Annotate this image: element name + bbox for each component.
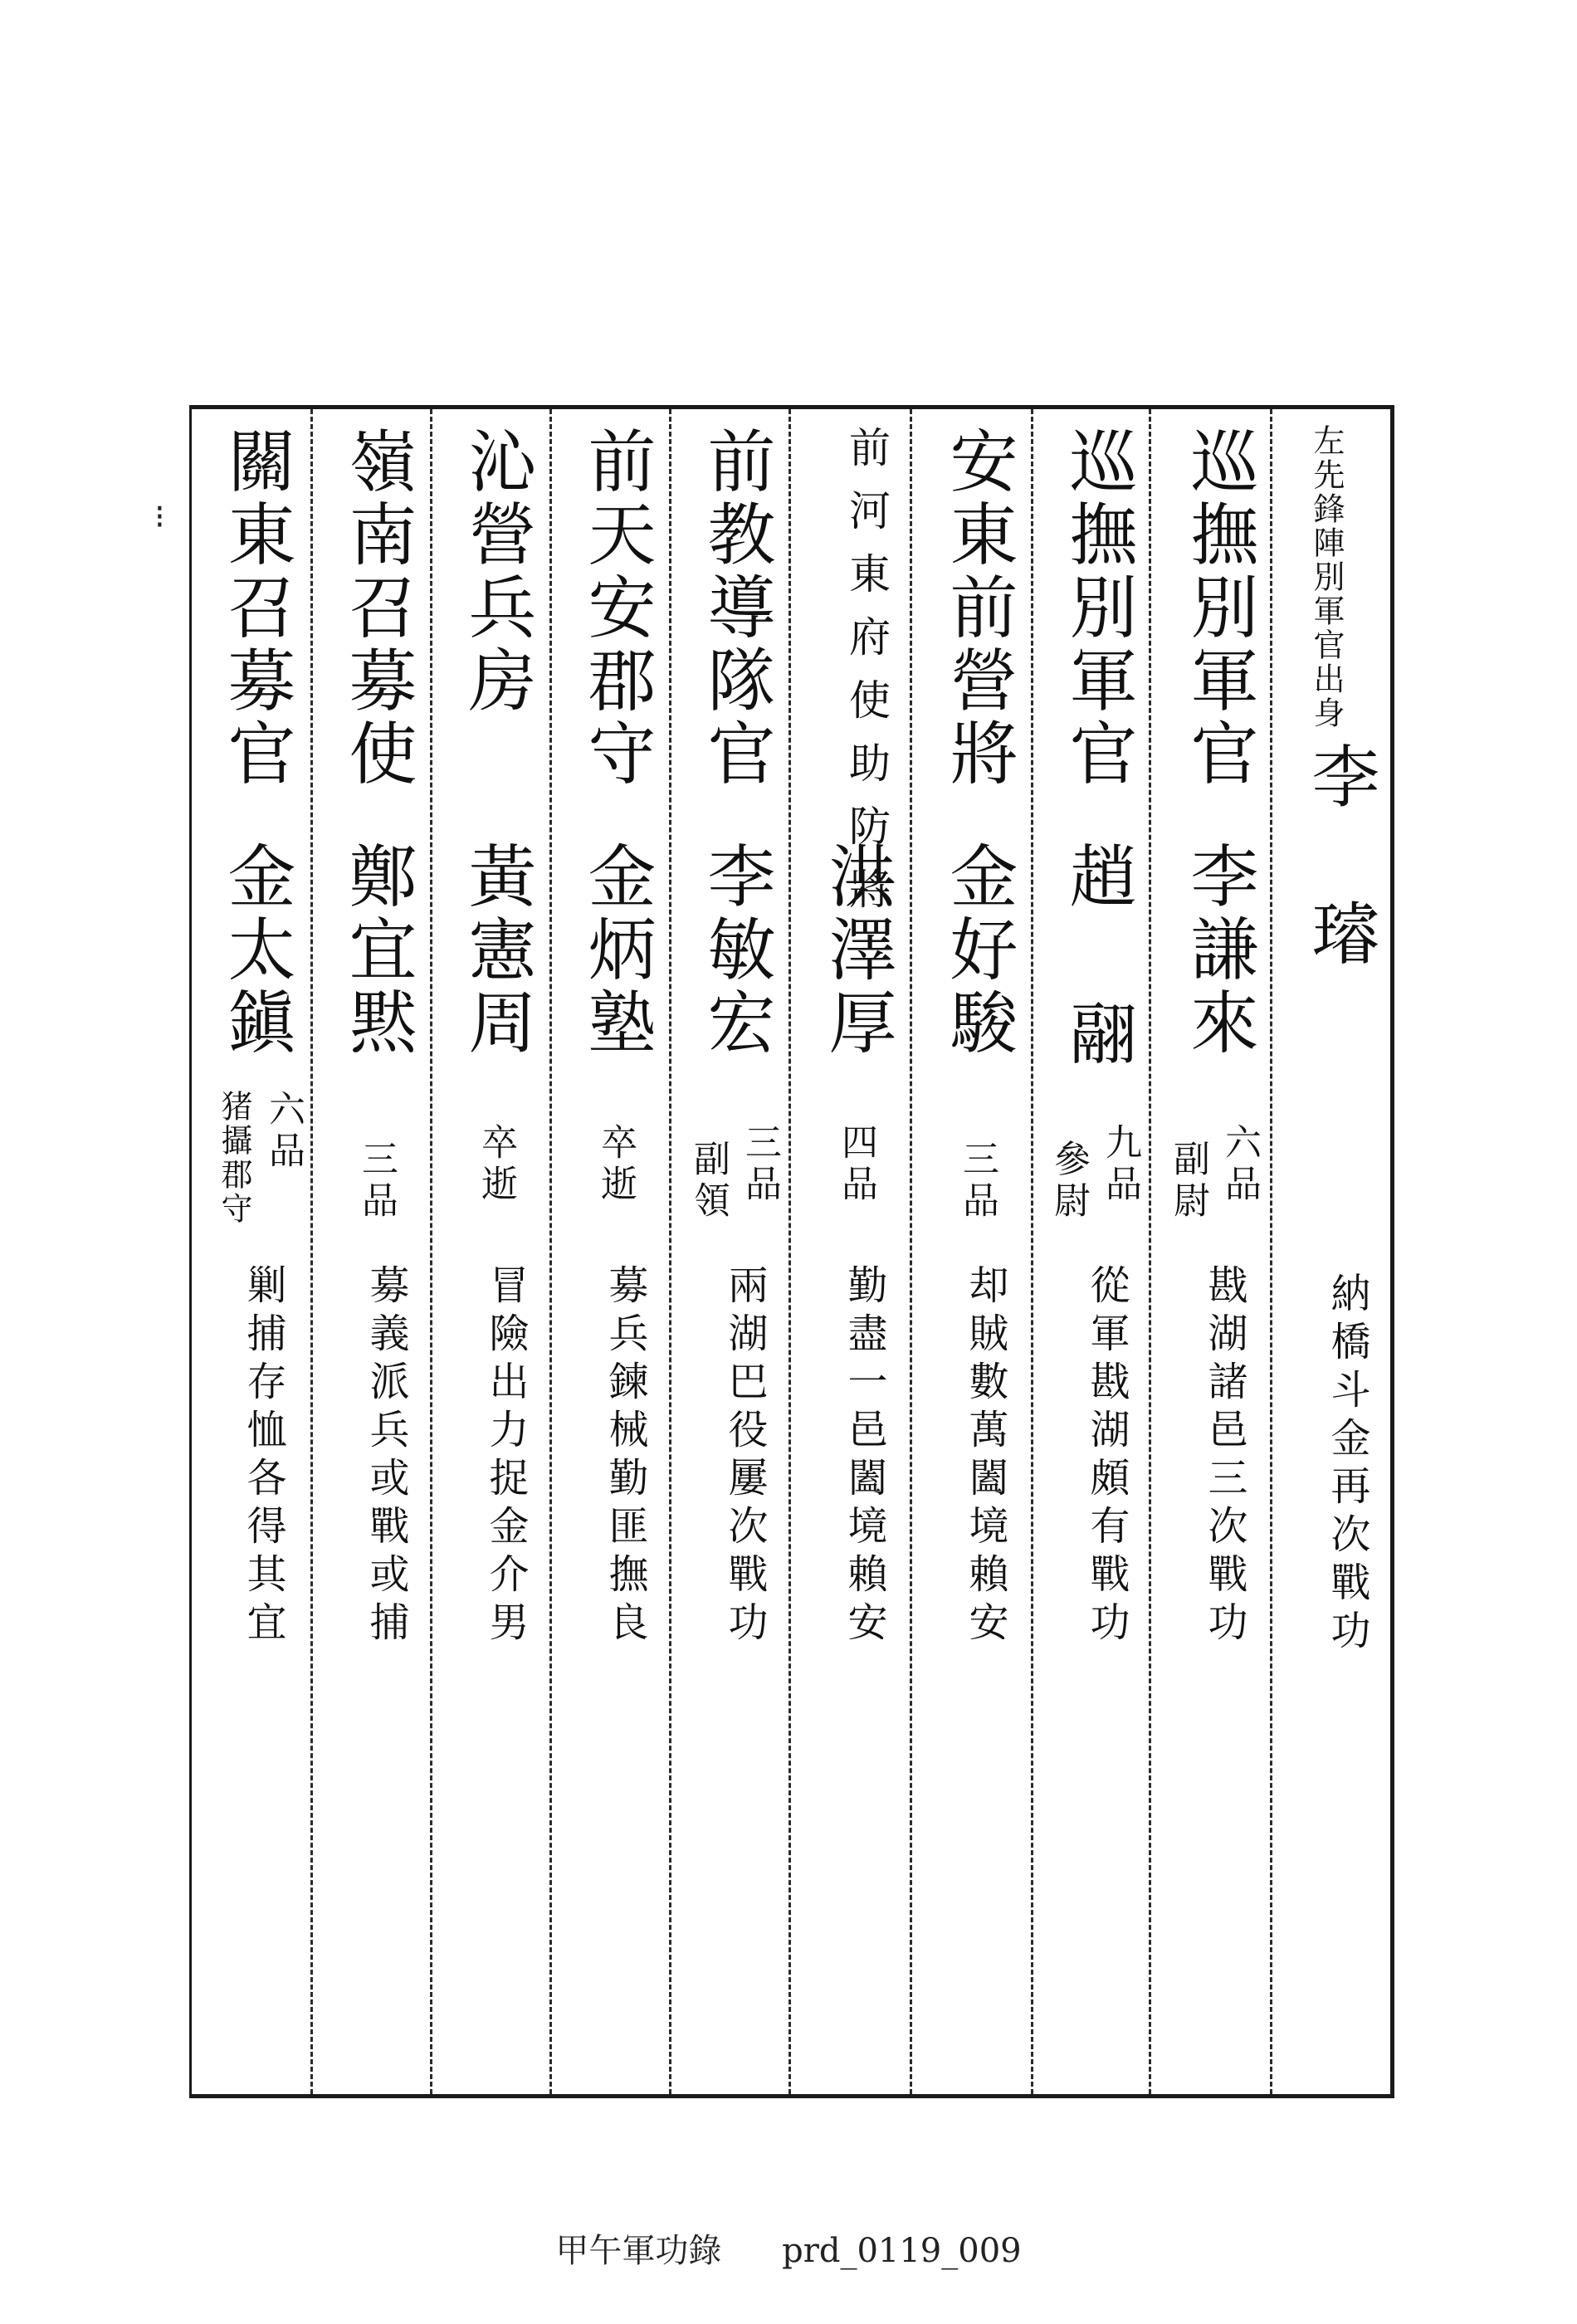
- column-heading: 巡撫別軍官: [1058, 426, 1137, 791]
- person-name: 鄭宜黙: [338, 841, 417, 1060]
- ledger-frame: [189, 405, 1394, 2098]
- deed-text: 却賊數萬闔境賴安: [962, 1264, 1008, 1649]
- rank-title: 副領: [687, 1140, 730, 1223]
- deed-text: 募兵鍊械勤匪撫良: [602, 1264, 648, 1649]
- rank-title: 參尉: [1047, 1140, 1090, 1223]
- margin-mark: ⁝: [154, 498, 165, 536]
- person-name: 金炳塾: [577, 841, 656, 1060]
- ledger-column-10: [188, 409, 313, 2094]
- ledger-column-9: [313, 409, 432, 2094]
- deed-text: 勤盡一邑闔境賴安: [841, 1264, 887, 1649]
- person-name: 金太鎭: [217, 841, 295, 1060]
- rank-text: 四品: [835, 1123, 877, 1206]
- column-heading: 沁營兵房: [457, 426, 536, 718]
- column-heading: 嶺南召募使: [338, 426, 417, 791]
- ledger-column-4: [912, 409, 1033, 2094]
- ledger-column-6: [671, 409, 791, 2094]
- column-heading: 前教導隊官: [696, 426, 775, 791]
- person-name: 金好駿: [939, 841, 1018, 1060]
- ledger-column-8: [432, 409, 552, 2094]
- person-name: 黃憲周: [457, 841, 536, 1060]
- rank-text: 卒逝: [594, 1123, 637, 1206]
- document-id: prd_0119_009: [782, 2232, 1022, 2270]
- rank-text: 卒逝: [475, 1123, 517, 1206]
- rank-text: 九品: [1099, 1123, 1141, 1206]
- person-name: 趙 翮: [1058, 841, 1137, 1071]
- deed-text: 剿捕存恤各得其宜: [240, 1264, 286, 1649]
- ledger-column-2: [1151, 409, 1272, 2094]
- deed-text: 募義派兵或戰或捕: [363, 1264, 409, 1649]
- person-name: 李敏宏: [696, 841, 775, 1060]
- column-heading: 關東召募官: [217, 426, 295, 791]
- deed-text: 冒險出力捉金介男: [482, 1264, 529, 1649]
- deed-text: 從軍戡湖頗有戰功: [1083, 1264, 1130, 1649]
- person-name: 洪澤厚: [818, 841, 896, 1060]
- deed-text: 納橋斗金再次戰功: [1324, 1272, 1370, 1658]
- ledger-column-7: [552, 409, 671, 2094]
- rank-text: 三品: [355, 1140, 398, 1223]
- rank-title: 副尉: [1167, 1140, 1209, 1223]
- deed-text: 戡湖諸邑三次戰功: [1201, 1264, 1247, 1649]
- document-title: 甲午軍功錄: [555, 2232, 722, 2270]
- column-heading: 前天安郡守: [577, 426, 656, 791]
- rank-text: 三品: [739, 1123, 781, 1206]
- rank-text: 六品: [1218, 1123, 1261, 1206]
- person-name: 李 璿: [1301, 741, 1379, 971]
- ledger-column-5: [791, 409, 912, 2094]
- rank-title: 猪攝郡守: [216, 1090, 252, 1226]
- page-footer: [0, 2224, 1577, 2272]
- ledger-column-3: [1033, 409, 1151, 2094]
- column-heading: 安東前營將: [939, 426, 1018, 791]
- ledger-column-1: [1272, 409, 1390, 2094]
- column-heading: 巡撫別軍官: [1179, 426, 1258, 791]
- rank-text: 六品: [262, 1090, 305, 1173]
- rank-text: 三品: [956, 1140, 998, 1223]
- deed-text: 兩湖巴役屢次戰功: [721, 1264, 768, 1649]
- column-heading: 前河東府使助防將: [842, 426, 891, 930]
- column-heading: 左先鋒陣別軍官出身: [1308, 424, 1345, 730]
- person-name: 李謙來: [1179, 841, 1258, 1060]
